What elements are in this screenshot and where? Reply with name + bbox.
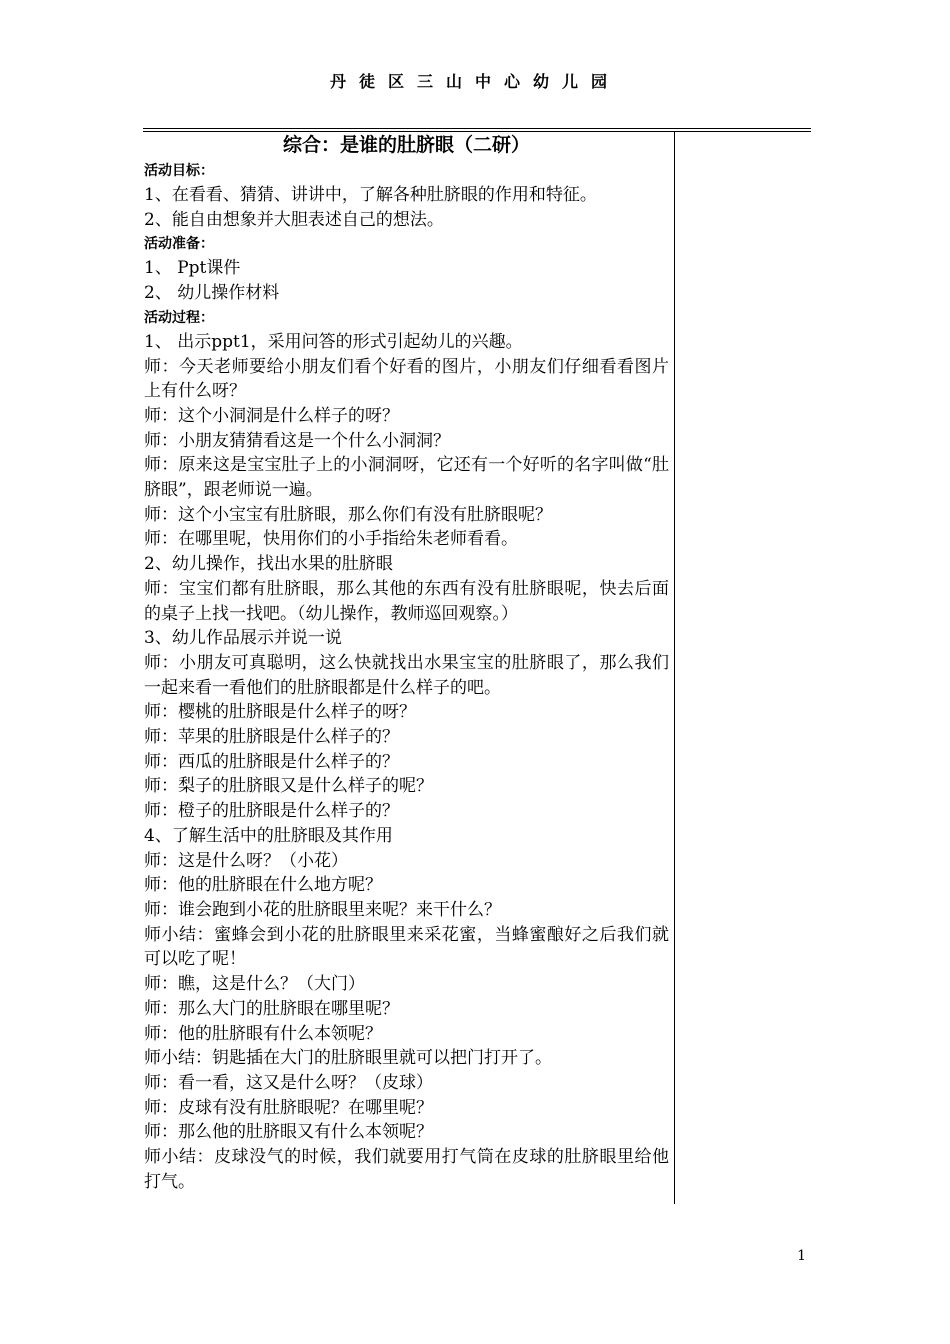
- process-line: 师：苹果的肚脐眼是什么样子的？: [144, 727, 399, 748]
- header-rule-top: [143, 128, 811, 129]
- process-line: 师：他的肚脐眼在什么地方呢？: [144, 875, 382, 896]
- prep-item: 2、 幼儿操作材料: [144, 283, 280, 304]
- process-line: 师：他的肚脐眼有什么本领呢？: [144, 1023, 382, 1044]
- goal-item: 2、能自由想象并大胆表述自己的想法。: [144, 209, 444, 230]
- goals-heading: 活动目标：: [144, 163, 214, 179]
- process-line: 3、幼儿作品展示并说一说: [144, 628, 342, 649]
- process-line: 师：小朋友猜猜看这是一个什么小洞洞？: [144, 430, 450, 451]
- process-line: 师小结：皮球没气的时候，我们就要用打气筒在皮球的肚脐眼里给他打气。: [144, 1147, 669, 1192]
- prep-item: 1、 Ppt课件: [144, 258, 241, 279]
- process-line: 师：瞧，这是什么？（大门）: [144, 974, 365, 995]
- document-title: 综合：是谁的肚脐眼（二研）: [282, 134, 530, 156]
- process-line: 师：小朋友可真聪明，这么快就找出水果宝宝的肚脐眼了，那么我们一起来看一看他们的肚脐眼都是什么样子的吧。: [144, 652, 669, 698]
- process-line: 师：在哪里呢，快用你们的小手指给朱老师看看。: [144, 529, 518, 550]
- process-line: 师：这是什么呀？（小花）: [144, 850, 348, 871]
- process-line: 师：橙子的肚脐眼是什么样子的？: [144, 801, 399, 822]
- process-line: 师：宝宝们都有肚脐眼，那么其他的东西有没有肚脐眼呢，快去后面的桌子上找一找吧。（幼儿操作，教师巡回观察。）: [144, 578, 669, 624]
- process-line: 师：那么大门的肚脐眼在哪里呢？: [144, 998, 399, 1019]
- process-line: 师小结：钥匙插在大门的肚脐眼里就可以把门打开了。: [144, 1048, 552, 1069]
- process-line: 师：原来这是宝宝肚子上的小洞洞呀，它还有一个好听的名字叫做“肚脐眼”，跟老师说一遍。: [144, 455, 669, 501]
- process-heading: 活动过程：: [144, 309, 214, 326]
- process-line: 师小结：蜜蜂会到小花的肚脐眼里来采花蜜，当蜂蜜酿好之后我们就可以吃了呢！: [144, 924, 669, 970]
- school-header: 丹徒区三山中心幼儿园: [329, 72, 620, 91]
- process-line: 师：这个小洞洞是什么样子的呀？: [144, 405, 399, 426]
- process-line: 师：梨子的肚脐眼又是什么样子的呢？: [144, 776, 433, 797]
- process-line: 4、了解生活中的肚脐眼及其作用: [144, 825, 393, 846]
- process-line: 师：那么他的肚脐眼又有什么本领呢？: [144, 1122, 433, 1143]
- process-line: 1、 出示ppt1，采用问答的形式引起幼儿的兴趣。: [144, 331, 523, 352]
- process-line: 师：皮球有没有肚脐眼呢？在哪里呢？: [144, 1097, 433, 1118]
- process-line: 师：樱桃的肚脐眼是什么样子的呀？: [144, 702, 416, 723]
- process-list: [144, 330, 669, 1195]
- goal-item: 1、在看看、猜猜、讲讲中，了解各种肚脐眼的作用和特征。: [144, 185, 597, 205]
- process-line: 师：谁会跑到小花的肚脐眼里来呢？来干什么？: [144, 899, 501, 920]
- process-line: 2、幼儿操作，找出水果的肚脐眼: [144, 554, 393, 575]
- page-number: 1: [797, 1248, 806, 1264]
- table-right-border: [674, 131, 675, 1204]
- process-line: 师：今天老师要给小朋友们看个好看的图片，小朋友们仔细看看图片上有什么呀？: [144, 356, 669, 402]
- process-line: 师：西瓜的肚脐眼是什么样子的？: [144, 751, 399, 772]
- process-line: 师：这个小宝宝有肚脐眼，那么你们有没有肚脐眼呢？: [144, 504, 552, 525]
- process-line: 师：看一看，这又是什么呀？（皮球）: [144, 1072, 433, 1093]
- prep-heading: 活动准备：: [144, 236, 214, 253]
- lesson-content: [144, 131, 669, 1194]
